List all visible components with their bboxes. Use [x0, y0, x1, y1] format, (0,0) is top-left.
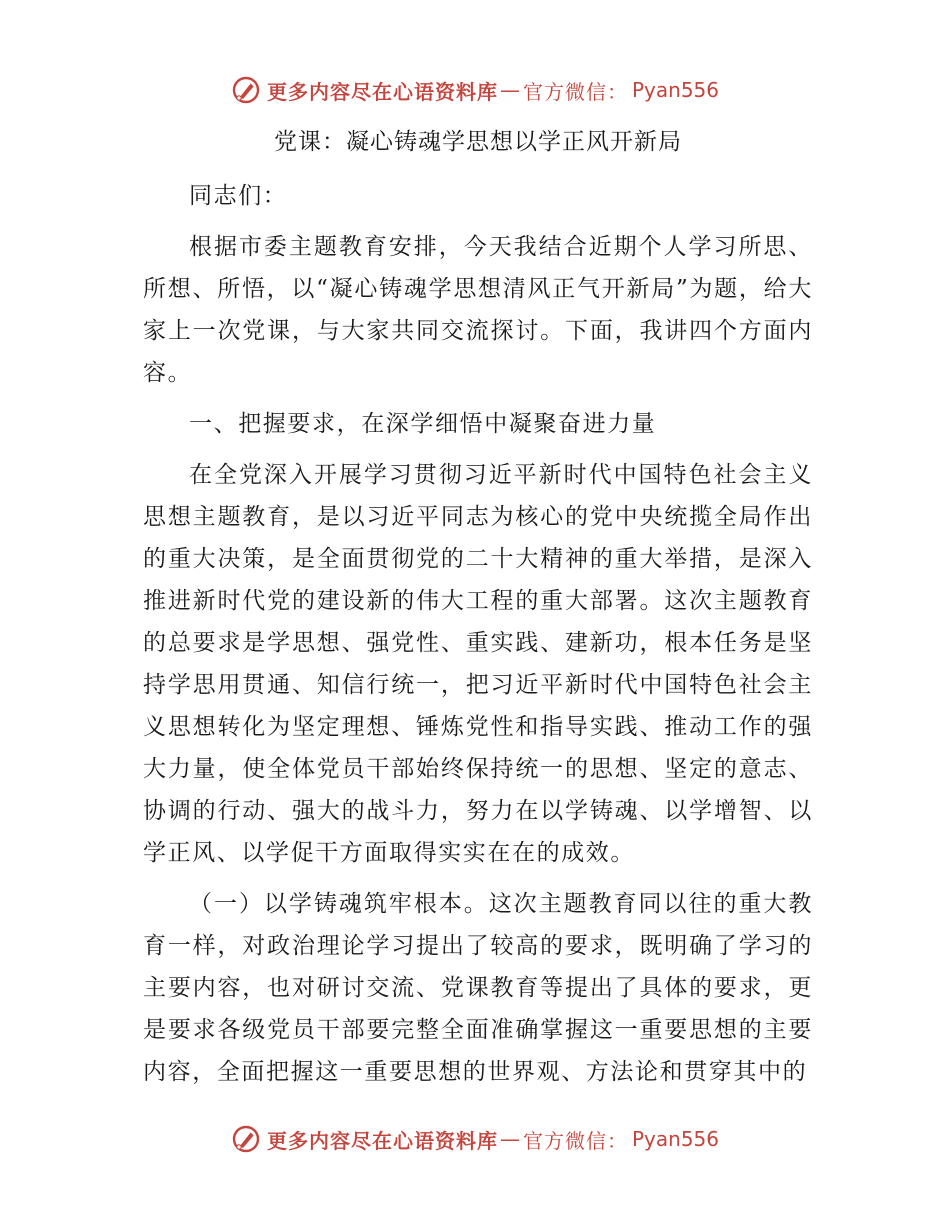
- watermark-brand-text: 更多内容尽在心语资料库: [266, 1128, 498, 1153]
- watermark-footer: [0, 1119, 950, 1159]
- watermark-contact-label: 官方微信：: [522, 1128, 628, 1153]
- salutation: 同志们：: [189, 183, 288, 209]
- document-title: 党课：凝心铸魂学思想以学正风开新局: [274, 129, 682, 155]
- watermark-contact-id: Pyan556: [631, 78, 719, 102]
- watermark-contact-label: 官方微信：: [522, 79, 628, 104]
- document-body: [143, 117, 813, 1093]
- paragraph-subsection-1: （一）以学铸魂筑牢根本。这次主题教育同以往的重大教育一样，对政治理论学习提出了较高的要求，既明确了学习的主要内容，也对研讨交流、党课教育等提出了具体的要求，更是要求各级党员干部要完整全面准确掌握这一重要思想的主要内容，全面把握这一重要思想的世界观、方法论和贯穿其中的: [143, 891, 813, 1085]
- watermark-contact-id: Pyan556: [631, 1127, 719, 1151]
- watermark-separator: —: [499, 1127, 521, 1151]
- paragraph-intro: 根据市委主题教育安排，今天我结合近期个人学习所思、所想、所悟，以“凝心铸魂学思想清风正气开新局”为题，给大家上一次党课，与大家共同交流探讨。下面，我讲四个方面内容。: [143, 234, 813, 386]
- paragraph-section-1: 在全党深入开展学习贯彻习近平新时代中国特色社会主义思想主题教育，是以习近平同志为核心的党中央统揽全局作出的重大决策，是全面贯彻党的二十大精神的重大举措，是深入推进新时代党的建设新的伟大工程的重大部署。这次主题教育的总要求是学思想、强党性、重实践、建新功，根本任务是坚持学思用贯通、知信行统一，把习近平新时代中国特色社会主义思想转化为坚定理想、锤炼党性和指导实践、推动工作的强大力量，使全体党员干部始终保持统一的思想、坚定的意志、协调的行动、强大的战斗力，努力在以学铸魂、以学增智、以学正风、以学促干方面取得实实在在的成效。: [143, 462, 813, 866]
- watermark-header: [0, 70, 950, 110]
- pen-nib-circle-icon: [231, 1124, 261, 1154]
- watermark-brand-text: 更多内容尽在心语资料库: [266, 79, 498, 104]
- watermark-separator: —: [499, 78, 521, 102]
- section-heading-1: 一、把握要求，在深学细悟中凝聚奋进力量: [189, 411, 657, 437]
- pen-nib-circle-icon: [231, 75, 261, 105]
